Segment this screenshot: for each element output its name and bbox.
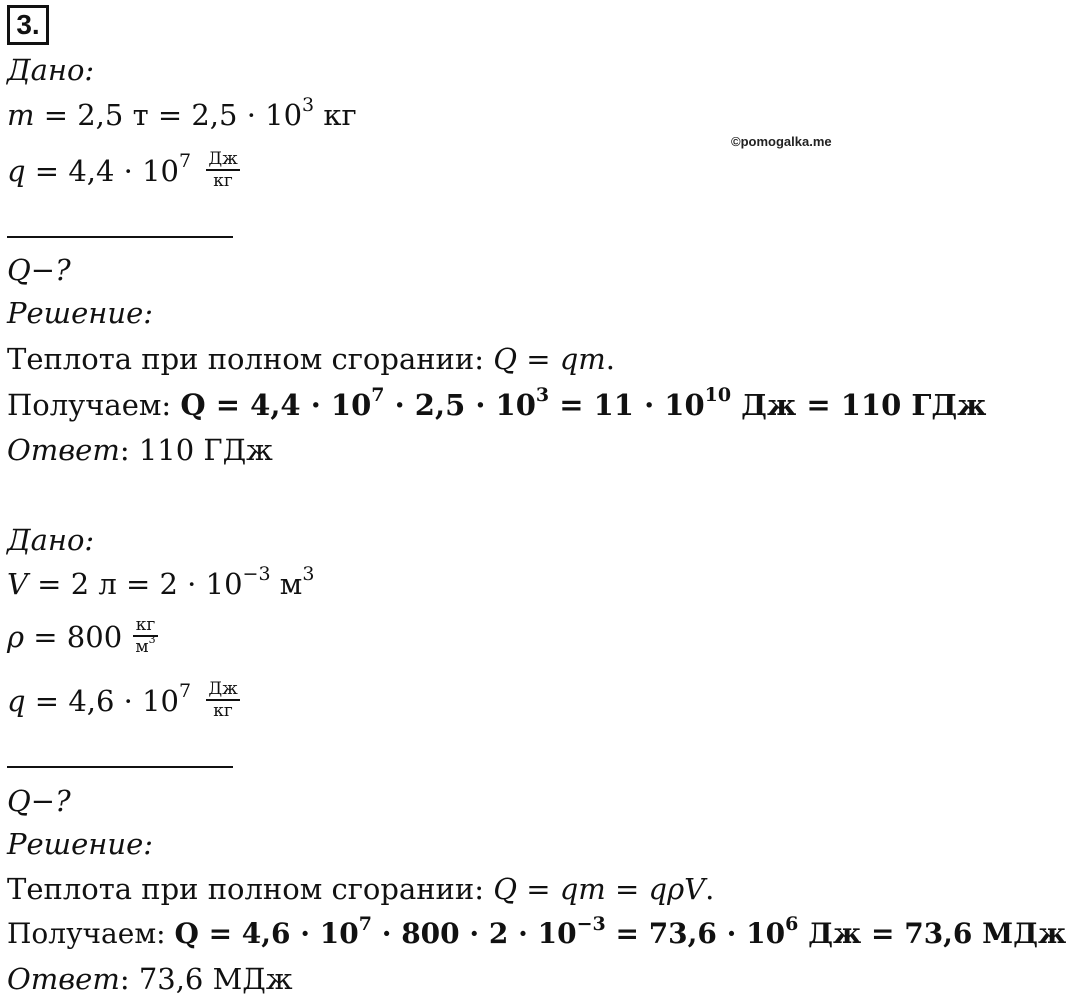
- solution-label: Решение:: [7, 296, 154, 330]
- formula-prefix: Теплота при полном сгорании:: [7, 872, 494, 906]
- given-volume: [7, 563, 315, 602]
- density-unit-numerator: кг: [133, 615, 157, 637]
- mass-expression: = 2,5 т = 2,5 · 10: [34, 98, 303, 132]
- answer-line: [7, 432, 273, 468]
- watermark: ©pomogalka.me: [731, 134, 832, 149]
- volume-unit-exponent: 3: [302, 563, 315, 586]
- given-heat-of-combustion: [7, 679, 240, 724]
- result-line: [7, 384, 987, 423]
- result-line: [7, 912, 1066, 952]
- q-exponent: 7: [179, 150, 192, 173]
- answer-line: [7, 961, 293, 997]
- answer-value: : 73,6 МДж: [119, 962, 293, 996]
- q-unit-numerator: Дж: [208, 149, 238, 169]
- given-density: [7, 615, 158, 660]
- density-expression: = 800: [24, 620, 123, 654]
- q-unit-denominator: кг: [213, 701, 233, 721]
- given-heat-of-combustion: [7, 149, 240, 194]
- formula: Q = qm = qρV: [493, 872, 706, 906]
- given-label: Дано:: [7, 523, 95, 557]
- given-divider: [7, 236, 233, 238]
- result-calculation: $Q = 4,4 \cdot 10^7 \cdot 2,5 \cdot 10^3 = 11 \cdot 10^{10}$ Дж = 110 ГДж: [180, 384, 987, 422]
- formula-suffix: .: [605, 342, 615, 376]
- q-unit-fraction: [206, 149, 239, 191]
- mass-variable: m: [7, 98, 35, 132]
- volume-exponent: −3: [242, 563, 271, 586]
- answer-label: Ответ: [7, 433, 120, 467]
- mass-unit: кг: [314, 98, 357, 132]
- find-label: Q−?: [7, 253, 71, 287]
- q-variable: q: [7, 684, 26, 718]
- given-divider: [7, 766, 233, 768]
- q-unit-denominator: кг: [213, 171, 233, 191]
- task-number: 3.: [7, 5, 49, 45]
- density-variable: ρ: [7, 620, 25, 654]
- formula: Q = qm: [493, 342, 606, 376]
- density-unit-fraction: [133, 615, 157, 657]
- find-label: Q−?: [7, 784, 71, 818]
- answer-value: : 110 ГДж: [119, 433, 273, 467]
- q-unit-fraction: [206, 679, 239, 721]
- result-prefix: Получаем:: [7, 917, 175, 950]
- q-unit-numerator: Дж: [208, 679, 238, 699]
- formula-line: [7, 341, 615, 377]
- solution-label: Решение:: [7, 827, 154, 861]
- volume-unit: м: [270, 567, 303, 601]
- volume-variable: V: [7, 567, 28, 601]
- mass-exponent: 3: [302, 94, 315, 117]
- given-mass: [7, 94, 357, 133]
- q-exponent: 7: [179, 680, 192, 703]
- formula-line: [7, 871, 714, 907]
- formula-prefix: Теплота при полном сгорании:: [7, 342, 494, 376]
- density-unit-denominator: $м^3$: [135, 633, 156, 657]
- given-label: Дано:: [7, 53, 95, 87]
- result-prefix: Получаем:: [7, 388, 181, 422]
- formula-suffix: .: [705, 872, 715, 906]
- q-variable: q: [7, 154, 26, 188]
- q-expression: = 4,4 · 10: [25, 154, 179, 188]
- result-calculation: $Q = 4,6 \cdot 10^7 \cdot 800 \cdot 2 \cdot 10^{-3} = 73,6 \cdot 10^6$ Дж = 73,6 МДж: [174, 912, 1066, 950]
- volume-expression: = 2 л = 2 · 10: [27, 567, 243, 601]
- q-expression: = 4,6 · 10: [25, 684, 179, 718]
- answer-label: Ответ: [7, 962, 120, 996]
